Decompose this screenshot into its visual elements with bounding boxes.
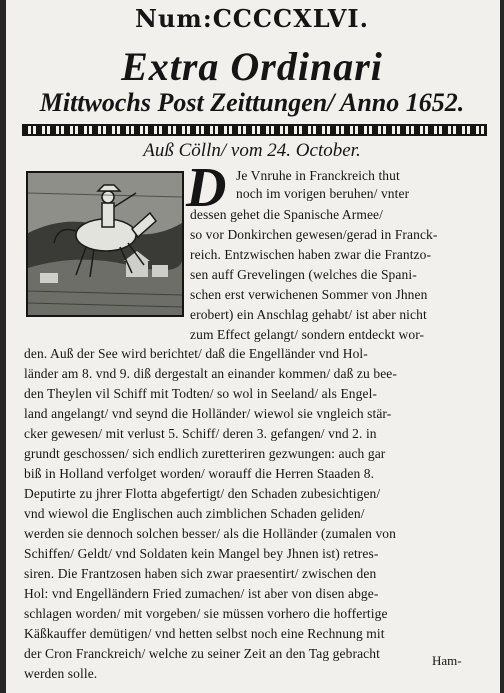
text-line: noch im vorigen beruhen/ vnter [236,186,410,201]
text-line: sen auff Grevelingen (welches die Spani- [190,267,417,282]
text-line: Je Vnruhe in Franckreich thut [236,168,400,183]
text-line: siren. Die Frantzosen haben sich zwar praesentirt/ zwischen den [24,566,377,581]
catchword: Ham- [432,653,462,668]
drop-capital: D [186,157,227,219]
text-line: grundt geschossen/ sich endlich zuretteriren gezwungen: auch gar [24,446,386,461]
woodcut-horseman-illustration [26,171,184,317]
text-line: vnd wiewol die Englischen auch zimblichen Schaden geliden/ [24,506,365,521]
text-line: der Cron Franckreich/ welche zu seiner Zeit an den Tag gebracht [24,646,380,661]
text-line: land angelangt/ vnd seynd die Holländer/ wiewol sie vngleich stär- [24,406,392,421]
dateline: Auß Cölln/ vom 24. October. [143,140,361,161]
ornamental-rule [22,124,487,136]
text-line: dessen gehet die Spanische Armee/ [190,207,383,222]
text-line: schlagen worden/ mit vorgeben/ sie müssen vorhero die hoffertige [24,606,388,621]
text-line: cker gewesen/ mit verlust 5. Schiff/ deren 3. gefangen/ vnd 2. in [24,426,377,441]
issue-number: Num:CCCCXLVI. [135,4,369,33]
text-line: reich. Entzwischen haben zwar die Frantzo- [190,247,432,262]
text-line: den. Auß der See wird berichtet/ daß die Engelländer vnd Hol- [24,346,368,361]
text-line: schen erst verwichenen Sommer von Jhnen [190,287,428,302]
text-line: so vor Donkirchen gewesen/gerad in Franck- [190,227,438,242]
text-line: zum Effect gelangt/ sondern entdeckt wor- [190,327,425,342]
masthead-subtitle: Mittwochs Post Zeittungen/ Anno 1652. [39,88,465,117]
text-line: werden sie dennoch solchen besser/ als die Holländer (zumalen von [24,526,397,541]
text-line: Käßkauffer demütigen/ vnd hetten selbst noch eine Rechnung mit [24,626,385,641]
text-line: werden solle. [24,666,98,681]
masthead-title: Extra Ordinari [121,44,383,89]
text-line: Deputirte zu jhrer Flotta abgefertigt/ den Schaden zubesichtigen/ [24,486,381,501]
text-line: biß in Holland verfolget worden/ worauff die Herren Staaden 8. [24,466,375,481]
text-line: den Theylen vil Schiff mit Todten/ so wol in Seeland/ als Engel- [24,386,378,401]
text-line: Hol: vnd Engelländern Fried zumachen/ ist aber von disen abge- [24,586,379,601]
text-line: erobert) ein Anschlag gehabt/ ist aber nicht [190,307,427,322]
text-line: länder am 8. vnd 9. diß dergestalt an einander kommen/ daß zu bee- [24,366,397,381]
text-line: Schiffen/ Geldt/ vnd Soldaten kein Mangel bey Jhnen ist) retres- [24,546,379,561]
